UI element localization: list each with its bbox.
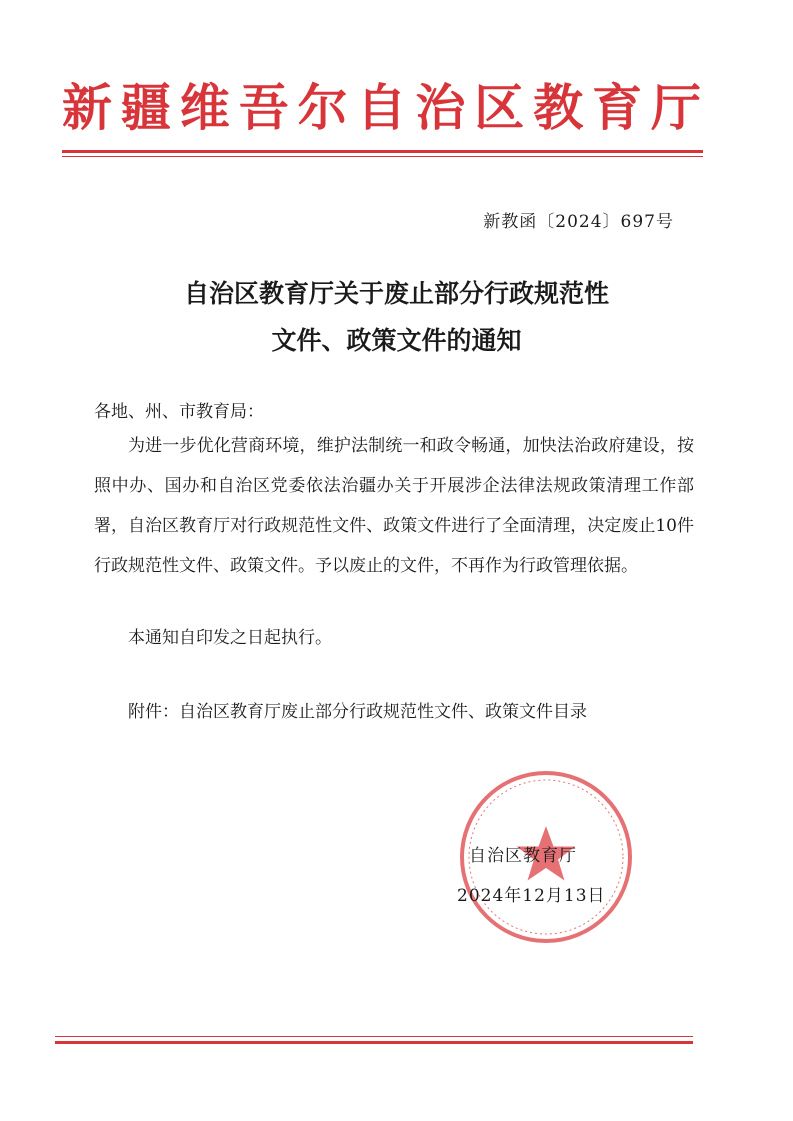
salutation: 各地、州、市教育局： (94, 402, 264, 422)
document-title-line2: 文件、政策文件的通知 (271, 326, 522, 355)
document-title-line1: 自治区教育厅关于废止部分行政规范性 (183, 279, 609, 308)
letterhead-divider-thin (62, 156, 703, 157)
document-number: 新教函〔2024〕697号 (483, 212, 674, 232)
body-paragraph-1: 为进一步优化营商环境，维护法制统一和政令畅通，加快法治政府建设，按照中办、国办和自治区党委依法治疆办关于开展涉企法律法规政策清理工作部署，自治区教育厅对行政规范性文件、政策文件进行了全面清理，决定废止10件行政规范性文件、政策文件。予以废止的文件，不再作为行政管理依据。 (94, 436, 694, 576)
signature-date: 2024年12月13日 (457, 886, 606, 906)
signature-org: 自治区教育厅 (469, 846, 577, 866)
footer-divider-thin (55, 1036, 693, 1037)
footer-divider-thick (55, 1041, 693, 1044)
letterhead-org-name: 新疆维吾尔自治区教育厅 (62, 78, 702, 137)
letterhead-divider-thick (62, 150, 703, 153)
body-paragraph-2: 本通知自印发之日起执行。 (128, 628, 332, 648)
attachment-line: 附件：自治区教育厅废止部分行政规范性文件、政策文件目录 (128, 702, 587, 722)
